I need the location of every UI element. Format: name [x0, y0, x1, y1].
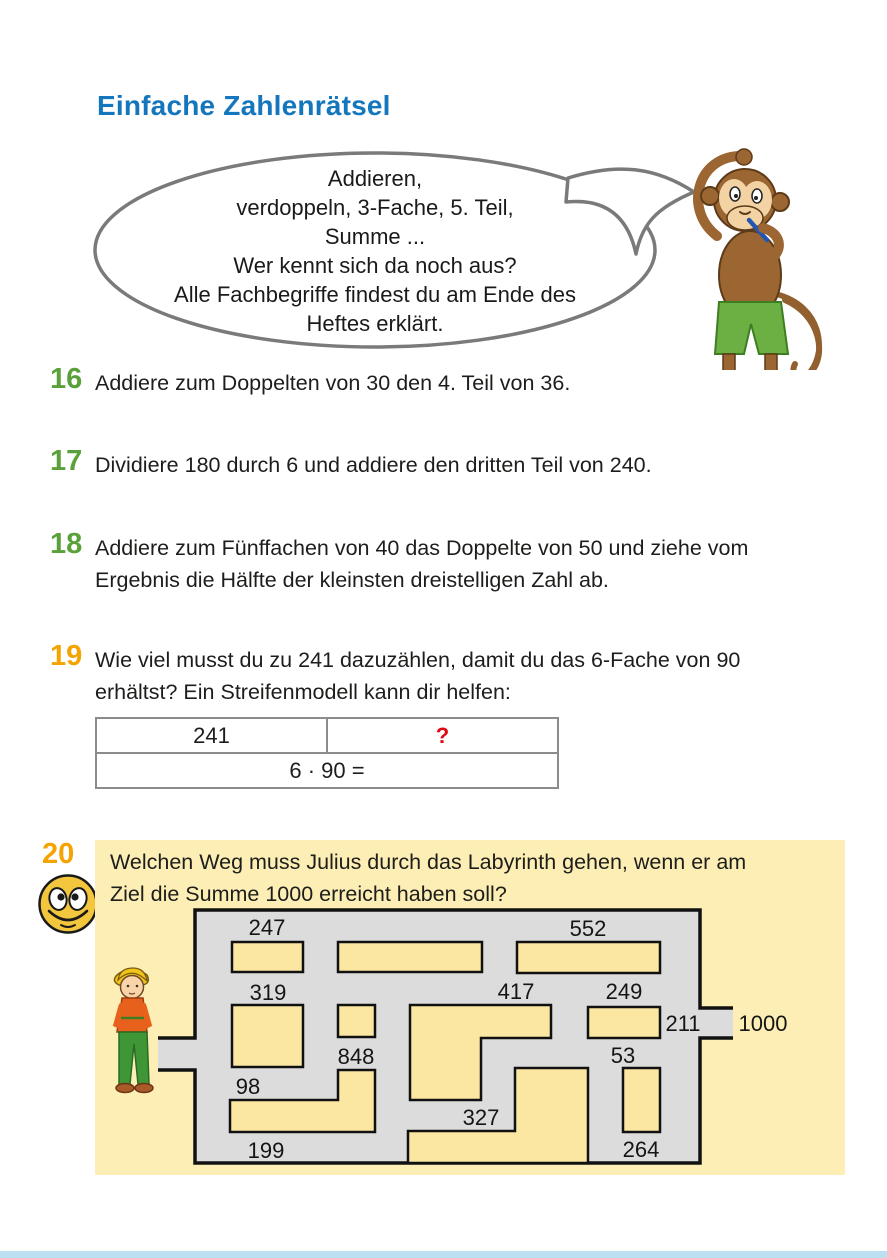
exercise-18-line-1: Addiere zum Fünffachen von 40 das Doppelte von 50 und ziehe vom [95, 536, 749, 560]
strip-model-table [95, 717, 559, 789]
boy-illustration [114, 968, 153, 1093]
maze-number-211: 211 [665, 1011, 701, 1036]
maze-number-319: 319 [249, 980, 287, 1005]
bubble-line-6: Heftes erklärt. [306, 311, 444, 336]
strip-cell-241: 241 [97, 719, 328, 752]
maze-number-552: 552 [569, 916, 607, 941]
page-title: Einfache Zahlenrätsel [97, 90, 391, 121]
exercise-16-number: 16 [50, 363, 83, 395]
maze-island [517, 942, 660, 973]
maze-number-53: 53 [610, 1043, 636, 1068]
maze-number-417: 417 [497, 979, 535, 1004]
maze-island [338, 942, 482, 972]
exercise-20-line-1: Welchen Weg muss Julius durch das Labyrinth gehen, wenn er am [110, 850, 747, 874]
speech-bubble [90, 150, 710, 355]
maze-island [232, 1005, 303, 1067]
maze-island [338, 1005, 375, 1037]
labyrinth-maze [95, 840, 845, 1175]
maze-number-327: 327 [462, 1105, 500, 1130]
smiley-icon [36, 872, 100, 936]
exercise-19-line-1: Wie viel musst du zu 241 dazuzählen, damit du das 6-Fache von 90 [95, 648, 741, 672]
bubble-line-3: Summe ... [324, 224, 426, 249]
strip-cell-question: ? [435, 723, 450, 748]
exercise-19-text [95, 644, 740, 708]
maze-number-264: 264 [622, 1137, 660, 1162]
exercise-18-number: 18 [50, 528, 83, 560]
maze-number-249: 249 [605, 979, 643, 1004]
maze-number-848: 848 [337, 1044, 375, 1069]
maze-island [588, 1007, 660, 1038]
exercise-17-text [95, 449, 652, 481]
exercise-17-line-1: Dividiere 180 durch 6 und addiere den dritten Teil von 240. [95, 453, 652, 477]
maze-goal-label: 1000 [738, 1011, 788, 1036]
monkey-illustration [645, 140, 865, 370]
exercise-17-number: 17 [50, 445, 83, 477]
exercise-16-text [95, 367, 570, 399]
exercise-20-number: 20 [42, 838, 75, 870]
page-bottom-border [0, 1251, 887, 1258]
bubble-line-1: Addieren, [327, 166, 423, 191]
exercise-18-text [95, 532, 748, 596]
strip-equation: 6 · 90 = [289, 758, 365, 783]
maze-number-247: 247 [248, 915, 286, 940]
exercise-19-number: 19 [50, 640, 83, 672]
bubble-line-4: Wer kennt sich da noch aus? [233, 253, 517, 278]
maze-number-199: 199 [247, 1138, 285, 1163]
exercise-18-line-2: Ergebnis die Hälfte der kleinsten dreistelligen Zahl ab. [95, 568, 609, 592]
exercise-19-line-2: erhältst? Ein Streifenmodell kann dir helfen: [95, 680, 511, 704]
exercise-20-line-2: Ziel die Summe 1000 erreicht haben soll? [110, 882, 507, 906]
strip-model-top-row [97, 719, 557, 754]
exercise-16-line-1: Addiere zum Doppelten von 30 den 4. Teil von 36. [95, 371, 571, 395]
maze-number-98: 98 [235, 1074, 261, 1099]
labyrinth-task-box [95, 840, 845, 1175]
bubble-line-5: Alle Fachbegriffe findest du am Ende des [174, 282, 576, 307]
maze-island [623, 1068, 660, 1132]
bubble-line-2: verdoppeln, 3-Fache, 5. Teil, [236, 195, 514, 220]
maze-island [232, 942, 303, 972]
